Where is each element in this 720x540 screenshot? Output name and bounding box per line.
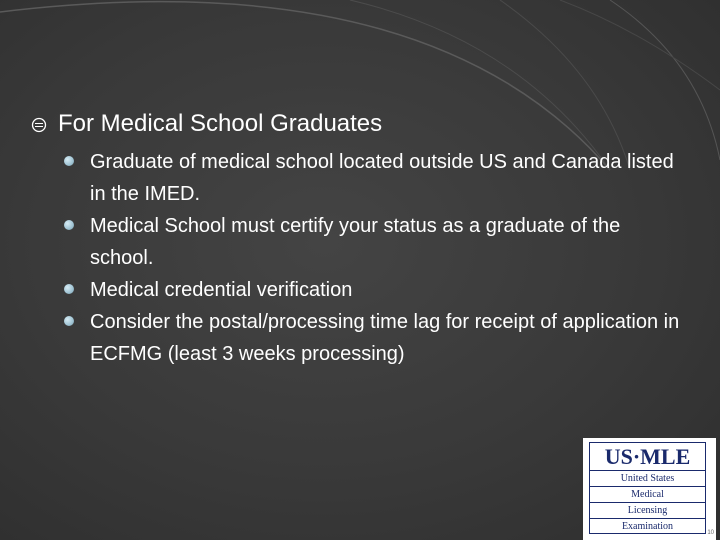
list-item [64,306,684,370]
bullet-dot-icon [64,284,74,294]
logo-line: Medical [590,486,705,502]
bullet-list [64,146,684,370]
bullet-dot-icon [64,316,74,326]
logo-line: Licensing [590,502,705,518]
list-item-text: Consider the postal/processing time lag for receipt of application in ECFMG (least 3 weeks processing) [90,311,680,365]
logo-line: Examination [590,518,705,534]
usmle-logo-frame [589,442,706,534]
list-item [64,146,684,210]
list-item-text: Medical School must certify your status as a graduate of the school. [90,215,621,269]
bullet-dot-icon [64,220,74,230]
list-item [64,210,684,274]
usmle-logo-title: US·MLE [604,444,691,469]
slide-content [24,108,684,370]
logo-line: United States [590,470,705,486]
slide-heading: For Medical School Graduates [58,110,383,137]
list-item-text: Medical credential verification [90,279,353,301]
list-item-text: Graduate of medical school located outside US and Canada listed in the IMED. [90,151,674,205]
page-number: 10 [707,530,714,536]
heading-bullet-icon [24,108,54,133]
usmle-logo [583,438,716,540]
heading-row [24,108,684,140]
list-item [64,274,684,306]
bullet-dot-icon [64,156,74,166]
